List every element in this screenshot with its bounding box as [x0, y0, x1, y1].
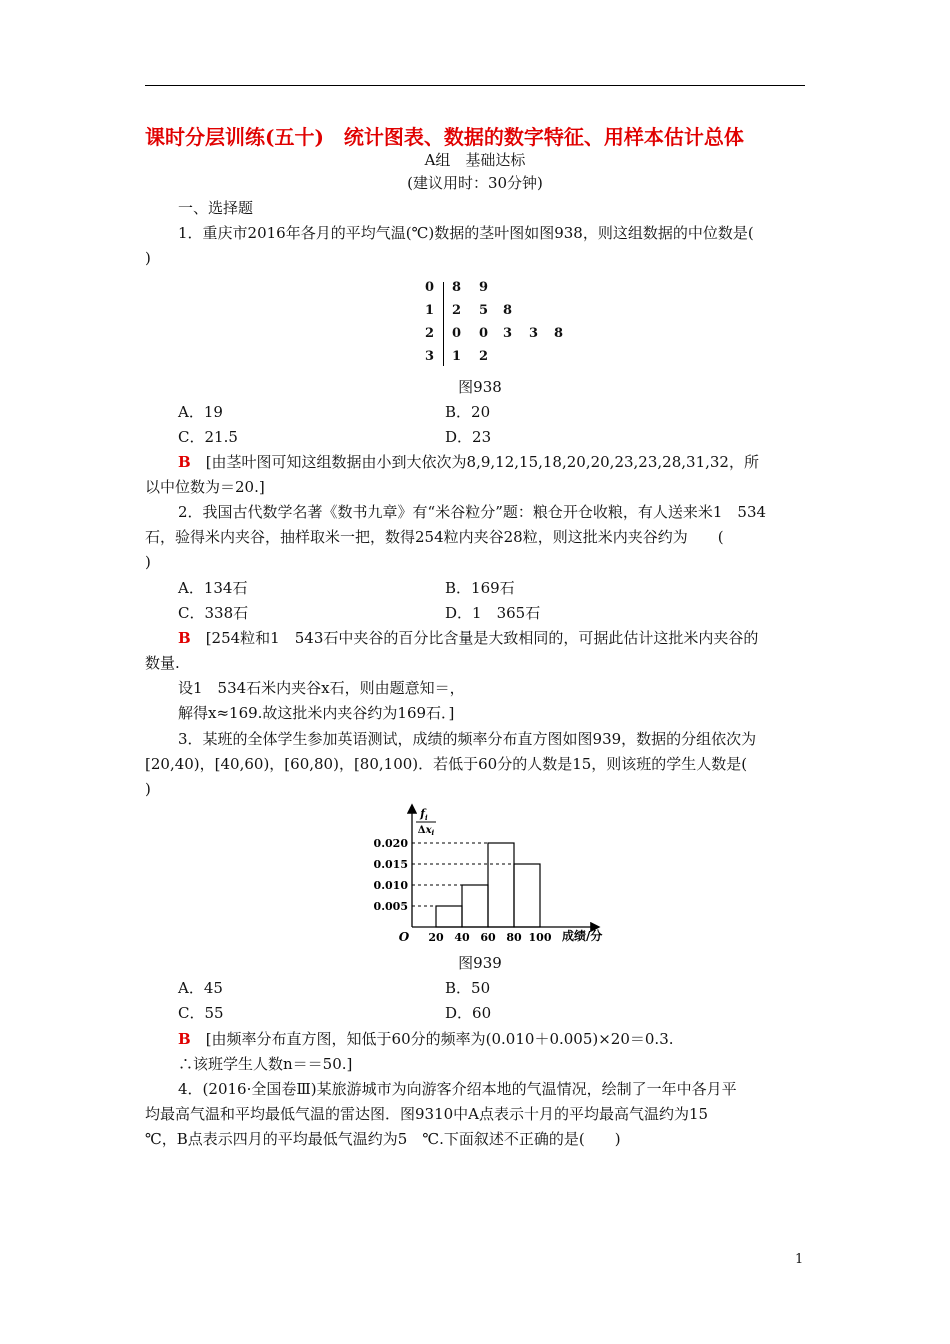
leaf: 8 [554, 326, 564, 341]
leaf: 8 [503, 303, 513, 318]
q1-explanation-line2: 以中位数为＝20.] [145, 478, 265, 496]
stem-1: 1 [425, 303, 435, 318]
stem-3: 3 [425, 349, 435, 364]
histogram-bar [462, 885, 488, 927]
q2-option-a: A．134石 [178, 579, 248, 597]
q3-explanation-line2: ∴该班学生人数n＝＝50.] [178, 1055, 353, 1073]
leaf: 5 [479, 303, 489, 318]
q2-stem-line1: 2．我国古代数学名著《数书九章》有“米谷粒分”题：粮仓开仓收粮，有人送来米1 534 [178, 503, 767, 521]
x-axis-label: 成绩/分 [562, 929, 603, 943]
stem-0: 0 [425, 280, 435, 295]
group-label: A组 基础达标 [424, 151, 526, 169]
histogram-bar [436, 906, 462, 927]
q2-option-c: C．338石 [178, 604, 249, 622]
leaf: 2 [452, 303, 462, 318]
q2-option-b: B．169石 [445, 579, 515, 597]
q2-option-d: D．1 365石 [445, 604, 541, 622]
q1-answer: B [178, 453, 191, 471]
q1-option-d: D．23 [445, 428, 492, 446]
q1-explanation-line1 [178, 452, 759, 472]
q3-explanation-text: [由频率分布直方图，知低于60分的频率为(0.010＋0.005)×20＝0.3. [205, 1030, 674, 1048]
histogram-chart [370, 800, 620, 950]
q3-explanation-line1 [178, 1029, 674, 1049]
y-tick-label: 0.010 [373, 879, 408, 892]
q3-option-a: A．45 [178, 979, 223, 997]
q3-answer: B [178, 1030, 191, 1048]
q4-stem-line1: 4．(2016·全国卷Ⅲ)某旅游城市为向游客介绍本地的气温情况，绘制了一年中各月平 [178, 1080, 737, 1098]
page-title: 课时分层训练(五十) 统计图表、数据的数字特征、用样本估计总体 [145, 125, 744, 149]
q3-stem-line3: ) [145, 780, 151, 798]
leaf: 0 [452, 326, 462, 341]
figure-caption-938: 图938 [458, 378, 502, 396]
x-tick-label: 40 [454, 931, 470, 944]
q2-explanation-line4: 解得x≈169.故这批米内夹谷约为169石．] [178, 704, 455, 722]
q2-explanation-line1 [178, 628, 758, 648]
page-number: 1 [795, 1252, 804, 1267]
q2-explanation-line2: 数量. [145, 654, 180, 672]
x-tick-label: 100 [528, 931, 552, 944]
q3-option-c: C．55 [178, 1004, 224, 1022]
x-tick-label: 80 [506, 931, 522, 944]
leaf: 1 [452, 349, 462, 364]
histogram-bar [514, 864, 540, 927]
q4-stem-line3: ℃，B点表示四月的平均最低气温约为5 ℃.下面叙述不正确的是( ) [145, 1130, 621, 1148]
q2-stem-line2: 石，验得米内夹谷，抽样取米一把，数得254粒内夹谷28粒，则这批米内夹谷约为 ( [145, 528, 724, 546]
svg-text:Δxi: $\Delta x_i$ [417, 825, 435, 837]
y-tick-label: 0.015 [373, 858, 408, 871]
section-heading: 一、选择题 [178, 199, 254, 217]
leaf: 3 [529, 326, 539, 341]
leaf: 9 [479, 280, 489, 295]
histogram-bar [488, 843, 514, 927]
q1-explanation-text: [由茎叶图可知这组数据由小到大依次为8,9,12,15,18,20,20,23,23,28,31,32，所 [205, 453, 759, 471]
svg-text:fi: $f_i$ [420, 807, 428, 822]
leaf: 8 [452, 280, 462, 295]
stem-divider [443, 282, 444, 366]
origin-label: O [398, 930, 410, 944]
q3-stem-line2: [20,40)，[40,60)，[60,80)，[80,100)．若低于60分的人数是15，则该班的学生人数是( [145, 755, 748, 773]
q1-option-a: A．19 [178, 403, 223, 421]
q2-stem-line3: ) [145, 553, 151, 571]
x-tick-label: 60 [480, 931, 496, 944]
leaf: 3 [503, 326, 513, 341]
y-tick-label: 0.005 [373, 900, 408, 913]
leaf: 2 [479, 349, 489, 364]
q2-explanation-text: [254粒和1 543石中夹谷的百分比含量是大致相同的，可据此估计这批米内夹谷的 [205, 629, 759, 647]
leaf: 0 [479, 326, 489, 341]
y-axis-label [416, 807, 436, 837]
q1-stem-line2: ) [145, 249, 151, 267]
figure-caption-939: 图939 [458, 954, 502, 972]
stem-2: 2 [425, 326, 435, 341]
q1-option-b: B．20 [445, 403, 491, 421]
top-rule [145, 85, 805, 86]
q3-option-b: B．50 [445, 979, 491, 997]
q3-stem-line1: 3．某班的全体学生参加英语测试，成绩的频率分布直方图如图939，数据的分组依次为 [178, 730, 757, 748]
q1-option-c: C．21.5 [178, 428, 238, 446]
q4-stem-line2: 均最高气温和平均最低气温的雷达图．图9310中A点表示十月的平均最高气温约为15 [145, 1105, 709, 1123]
time-note: (建议用时：30分钟) [407, 174, 543, 192]
q3-option-d: D．60 [445, 1004, 492, 1022]
x-tick-label: 20 [428, 931, 444, 944]
q2-answer: B [178, 629, 191, 647]
q2-explanation-line3: 设1 534石米内夹谷x石，则由题意知＝， [178, 679, 465, 697]
y-tick-label: 0.020 [373, 837, 408, 850]
q1-stem-line1: 1．重庆市2016年各月的平均气温(℃)数据的茎叶图如图938，则这组数据的中位数是( [178, 224, 754, 242]
